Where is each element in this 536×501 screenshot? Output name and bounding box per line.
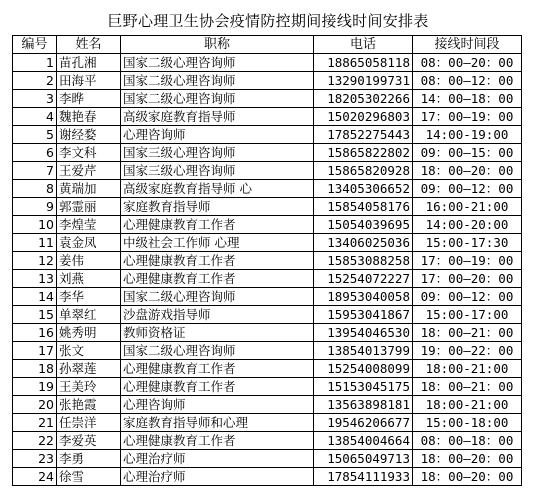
cell-title[interactable]: 心理治疗师 xyxy=(121,468,314,486)
cell-no[interactable]: 18 xyxy=(13,360,57,378)
cell-no[interactable]: 21 xyxy=(13,414,57,432)
cell-phone[interactable]: 15254072227 xyxy=(314,270,413,288)
cell-name[interactable]: 姜伟 xyxy=(57,252,121,270)
cell-time[interactable]: 15:00-18:00 xyxy=(413,414,522,432)
cell-title[interactable]: 教师资格证 xyxy=(121,324,314,342)
cell-name[interactable]: 李勇 xyxy=(57,450,121,468)
cell-phone[interactable]: 15953041867 xyxy=(314,306,413,324)
cell-name[interactable]: 徐雪 xyxy=(57,468,121,486)
cell-time[interactable]: 18：00—21：00 xyxy=(413,378,522,396)
cell-no[interactable]: 7 xyxy=(13,162,57,180)
table-row xyxy=(13,234,522,252)
table-row xyxy=(13,198,522,216)
table-row xyxy=(13,396,522,414)
cell-title[interactable]: 心理咨询师 xyxy=(121,396,314,414)
cell-phone[interactable]: 13405306652 xyxy=(314,180,413,198)
cell-no[interactable]: 12 xyxy=(13,252,57,270)
cell-title[interactable]: 高级家庭教育指导师 心 xyxy=(121,180,314,198)
cell-title[interactable]: 家庭教育指导师和心理 xyxy=(121,414,314,432)
cell-title[interactable]: 家庭教育指导师 xyxy=(121,198,314,216)
cell-name[interactable]: 张文 xyxy=(57,342,121,360)
table-row xyxy=(13,216,522,234)
cell-name[interactable]: 田海平 xyxy=(57,72,121,90)
cell-name[interactable]: 李爱英 xyxy=(57,432,121,450)
cell-name[interactable]: 王爱芹 xyxy=(57,162,121,180)
table-row xyxy=(13,270,522,288)
table-row xyxy=(13,72,522,90)
cell-phone[interactable]: 13854004664 xyxy=(314,432,413,450)
cell-phone[interactable]: 13563898181 xyxy=(314,396,413,414)
cell-no[interactable]: 1 xyxy=(13,54,57,72)
cell-time[interactable]: 16:00-21:00 xyxy=(413,198,522,216)
table-row xyxy=(13,288,522,306)
header-no: 编号 xyxy=(13,36,57,54)
cell-name[interactable]: 苗孔湘 xyxy=(57,54,121,72)
cell-phone[interactable]: 15853088258 xyxy=(314,252,413,270)
cell-phone[interactable]: 18865058118 xyxy=(314,54,413,72)
table-row xyxy=(13,450,522,468)
header-row xyxy=(13,36,522,54)
table-row xyxy=(13,126,522,144)
cell-no[interactable]: 22 xyxy=(13,432,57,450)
cell-time[interactable]: 17：00—20：00 xyxy=(413,270,522,288)
cell-no[interactable]: 11 xyxy=(13,234,57,252)
cell-phone[interactable]: 15020296803 xyxy=(314,108,413,126)
cell-no[interactable]: 13 xyxy=(13,270,57,288)
cell-title[interactable]: 心理健康教育工作者 xyxy=(121,216,314,234)
cell-name[interactable]: 王美玲 xyxy=(57,378,121,396)
cell-title[interactable]: 心理健康教育工作者 xyxy=(121,432,314,450)
cell-no[interactable]: 2 xyxy=(13,72,57,90)
cell-time[interactable]: 14:00-20:00 xyxy=(413,216,522,234)
cell-name[interactable]: 魏艳春 xyxy=(57,108,121,126)
cell-time[interactable]: 08：00—18：00 xyxy=(413,432,522,450)
cell-title[interactable]: 国家三级心理咨询师 xyxy=(121,162,314,180)
cell-title[interactable]: 心理健康教育工作者 xyxy=(121,252,314,270)
table-row xyxy=(13,90,522,108)
cell-no[interactable]: 4 xyxy=(13,108,57,126)
cell-time[interactable]: 17：00—19：00 xyxy=(413,252,522,270)
header-name: 姓名 xyxy=(57,36,121,54)
cell-time[interactable]: 18：00—20：00 xyxy=(413,162,522,180)
cell-name[interactable]: 李煌莹 xyxy=(57,216,121,234)
cell-title[interactable]: 心理咨询师 xyxy=(121,126,314,144)
table-row xyxy=(13,54,522,72)
cell-time[interactable]: 08：00—20：00 xyxy=(413,54,522,72)
cell-time[interactable]: 19：00—22：00 xyxy=(413,342,522,360)
cell-time[interactable]: 18：00—20：00 xyxy=(413,468,522,486)
cell-phone[interactable]: 15054039695 xyxy=(314,216,413,234)
cell-phone[interactable]: 19546206677 xyxy=(314,414,413,432)
cell-time[interactable]: 14：00—18：00 xyxy=(413,90,522,108)
header-title: 职称 xyxy=(121,36,314,54)
table-row xyxy=(13,414,522,432)
cell-title[interactable]: 国家二级心理咨询师 xyxy=(121,288,314,306)
cell-no[interactable]: 19 xyxy=(13,378,57,396)
cell-name[interactable]: 单翠红 xyxy=(57,306,121,324)
header-time: 接线时间段 xyxy=(413,36,522,54)
cell-phone[interactable]: 13954046530 xyxy=(314,324,413,342)
schedule-table xyxy=(12,35,522,486)
cell-time[interactable]: 15:00-17:00 xyxy=(413,306,522,324)
cell-phone[interactable]: 13406025036 xyxy=(314,234,413,252)
cell-phone[interactable]: 17852275443 xyxy=(314,126,413,144)
cell-title[interactable]: 国家二级心理咨询师 xyxy=(121,90,314,108)
cell-phone[interactable]: 17854111933 xyxy=(314,468,413,486)
cell-title[interactable]: 沙盘游戏指导师 xyxy=(121,306,314,324)
cell-no[interactable]: 9 xyxy=(13,198,57,216)
cell-phone[interactable]: 15865822802 xyxy=(314,144,413,162)
table-row xyxy=(13,144,522,162)
cell-no[interactable]: 24 xyxy=(13,468,57,486)
table-row xyxy=(13,378,522,396)
cell-no[interactable]: 23 xyxy=(13,450,57,468)
table-row xyxy=(13,252,522,270)
cell-time[interactable]: 15:00-17:30 xyxy=(413,234,522,252)
cell-no[interactable]: 8 xyxy=(13,180,57,198)
cell-title[interactable]: 国家二级心理咨询师 xyxy=(121,54,314,72)
cell-name[interactable]: 姚秀明 xyxy=(57,324,121,342)
table-row xyxy=(13,468,522,486)
cell-time[interactable]: 08：00—12：00 xyxy=(413,72,522,90)
cell-no[interactable]: 16 xyxy=(13,324,57,342)
cell-time[interactable]: 18:00-21:00 xyxy=(413,396,522,414)
cell-no[interactable]: 10 xyxy=(13,216,57,234)
table-row xyxy=(13,306,522,324)
table-row xyxy=(13,432,522,450)
cell-phone[interactable]: 13290199731 xyxy=(314,72,413,90)
cell-no[interactable]: 5 xyxy=(13,126,57,144)
cell-name[interactable]: 郭霊丽 xyxy=(57,198,121,216)
cell-name[interactable]: 袁金凤 xyxy=(57,234,121,252)
cell-time[interactable]: 18:00-21:00 xyxy=(413,360,522,378)
cell-time[interactable]: 09：00—12：00 xyxy=(413,288,522,306)
cell-title[interactable]: 国家二级心理咨询师 xyxy=(121,72,314,90)
table-row xyxy=(13,180,522,198)
cell-no[interactable]: 20 xyxy=(13,396,57,414)
cell-time[interactable]: 18：00—21：00 xyxy=(413,324,522,342)
table-row xyxy=(13,342,522,360)
cell-phone[interactable]: 15065049713 xyxy=(314,450,413,468)
table-row xyxy=(13,162,522,180)
cell-phone[interactable]: 15854058176 xyxy=(314,198,413,216)
cell-phone[interactable]: 18205302266 xyxy=(314,90,413,108)
cell-name[interactable]: 张艳霞 xyxy=(57,396,121,414)
table-row xyxy=(13,324,522,342)
cell-time[interactable]: 14:00-19:00 xyxy=(413,126,522,144)
cell-title[interactable]: 心理健康教育工作者 xyxy=(121,360,314,378)
cell-title[interactable]: 高级家庭教育指导师 xyxy=(121,108,314,126)
cell-title[interactable]: 心理治疗师 xyxy=(121,450,314,468)
cell-title[interactable]: 心理健康教育工作者 xyxy=(121,378,314,396)
sheet-title: 巨野心理卫生协会疫情防控期间接线时间安排表 xyxy=(107,12,429,30)
cell-time[interactable]: 17：00—19：00 xyxy=(413,108,522,126)
cell-name[interactable]: 黄瑞加 xyxy=(57,180,121,198)
cell-title[interactable]: 国家二级心理咨询师 xyxy=(121,342,314,360)
cell-time[interactable]: 18：00—20：00 xyxy=(413,450,522,468)
cell-phone[interactable]: 15254008099 xyxy=(314,360,413,378)
cell-name[interactable]: 刘燕 xyxy=(57,270,121,288)
cell-no[interactable]: 14 xyxy=(13,288,57,306)
cell-name[interactable]: 李华 xyxy=(57,288,121,306)
cell-time[interactable]: 09：00—15：00 xyxy=(413,144,522,162)
cell-title[interactable]: 国家三级心理咨询师 xyxy=(121,144,314,162)
cell-no[interactable]: 6 xyxy=(13,144,57,162)
table-row xyxy=(13,360,522,378)
cell-no[interactable]: 3 xyxy=(13,90,57,108)
header-phone: 电话 xyxy=(314,36,413,54)
cell-title[interactable]: 中级社会工作师 心理 xyxy=(121,234,314,252)
cell-name[interactable]: 谢经婺 xyxy=(57,126,121,144)
cell-name[interactable]: 任崇洋 xyxy=(57,414,121,432)
cell-name[interactable]: 李晔 xyxy=(57,90,121,108)
cell-no[interactable]: 17 xyxy=(13,342,57,360)
cell-no[interactable]: 15 xyxy=(13,306,57,324)
cell-time[interactable]: 09：00—12：00 xyxy=(413,180,522,198)
cell-name[interactable]: 孙翠莲 xyxy=(57,360,121,378)
cell-name[interactable]: 李文科 xyxy=(57,144,121,162)
cell-phone[interactable]: 15153045175 xyxy=(314,378,413,396)
cell-phone[interactable]: 15865820928 xyxy=(314,162,413,180)
cell-title[interactable]: 心理健康教育工作者 xyxy=(121,270,314,288)
table-row xyxy=(13,108,522,126)
cell-phone[interactable]: 18953040058 xyxy=(314,288,413,306)
cell-phone[interactable]: 13854013799 xyxy=(314,342,413,360)
